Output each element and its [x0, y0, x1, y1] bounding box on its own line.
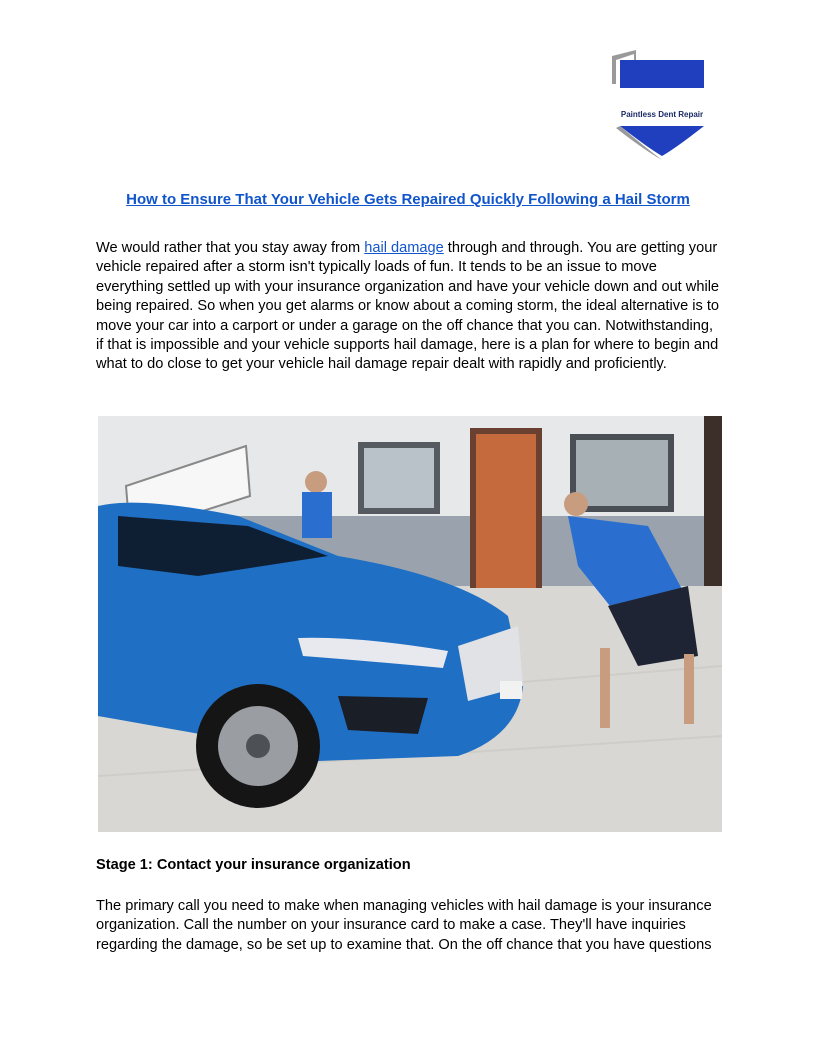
logo-text: Paintless Dent Repair	[620, 110, 704, 119]
stage-1-heading: Stage 1: Contact your insurance organization	[96, 857, 411, 873]
intro-text-end: through and through. You are getting your vehicle repaired after a storm isn't typically loads of fun. It tends to be an issue to move everything settled up with your insurance organization and have your vehicle down and out while being repaired. So when you get alarms or know about a coming storm, the ideal alternative is to move your car into a carport or under a garage on the off chance that you can. Notwithstanding, if that is impossible and your vehicle supports hail damage, here is a plan for where to begin and what to do close to get your vehicle hail damage repair dealt with rapidly and proficiently.	[96, 240, 720, 373]
hail-damage-link[interactable]: hail damage	[364, 240, 444, 256]
article-title[interactable]: How to Ensure That Your Vehicle Gets Repaired Quickly Following a Hail Storm	[126, 191, 690, 208]
stage-1-paragraph: The primary call you need to make when managing vehicles with hail damage is your insurance organization. Call the number on your insurance card to make a case. They'll have inquiries regarding the damage, so be set up to examine that. On the off chance that you have questions	[96, 898, 712, 953]
intro-paragraph	[96, 239, 720, 375]
car-garage-photo	[98, 416, 722, 832]
intro-text-start: We would rather that you stay away from	[96, 240, 365, 256]
paintless-dent-repair-logo	[606, 48, 710, 160]
